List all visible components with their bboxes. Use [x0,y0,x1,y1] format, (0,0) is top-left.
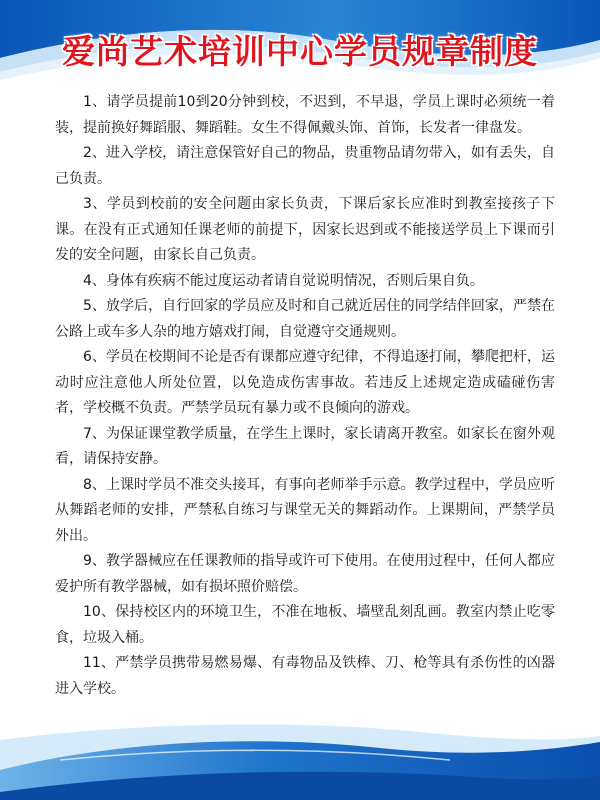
rules-list [55,90,555,702]
rule-item: 1、请学员提前10到20分钟到校，不迟到，不早退，学员上课时必须统一着装，提前换好舞蹈服、舞蹈鞋。女生不得佩戴头饰、首饰，长发者一律盘发。 [55,94,555,136]
rule-item: 4、身体有疾病不能过度运动者请自觉说明情况，否则后果自负。 [83,272,484,289]
rule-item: 10、保持校区内的环境卫生，不准在地板、墙壁乱刻乱画。教室内禁止吃零食，垃圾入桶。 [55,604,555,646]
rule-item: 5、放学后，自行回家的学员应及时和自己就近居住的同学结伴回家，严禁在公路上或车多人杂的地方嬉戏打闹，自觉遵守交通规则。 [55,298,555,340]
rule-item: 6、学员在校期间不论是否有课都应遵守纪律，不得追逐打闹，攀爬把杆，运动时应注意他人所处位置，以免造成伤害事故。若违反上述规定造成磕碰伤害者，学校概不负责。严禁学员玩有暴力或不良倾向的游戏。 [55,349,555,416]
rule-item: 2、进入学校，请注意保管好自己的物品，贵重物品请勿带入，如有丢失，自己负责。 [55,145,555,187]
page-title: 爱尚艺术培训中心学员规章制度 [62,32,538,71]
bottom-wave [0,724,600,800]
rule-item: 3、学员到校前的安全问题由家长负责，下课后家长应准时到教室接孩子下课。在没有正式通知任课老师的前提下，因家长迟到或不能接送学员上下课而引发的安全问题，由家长自己负责。 [55,196,555,263]
rule-item: 11、严禁学员携带易燃易爆、有毒物品及铁棒、刀、枪等具有杀伤性的凶器进入学校。 [55,655,555,697]
rule-item: 8、上课时学员不准交头接耳，有事向老师举手示意。教学过程中，学员应听从舞蹈老师的安排，严禁私自练习与课堂无关的舞蹈动作。上课期间，严禁学员外出。 [55,476,555,544]
rule-item: 7、为保证课堂教学质量，在学生上课时，家长请离开教室。如家长在窗外观看，请保持安静。 [55,425,555,467]
rule-item: 9、教学器械应在任课教师的指导或许可下使用。在使用过程中，任何人都应爱护所有教学器械，如有损坏照价赔偿。 [55,553,555,595]
